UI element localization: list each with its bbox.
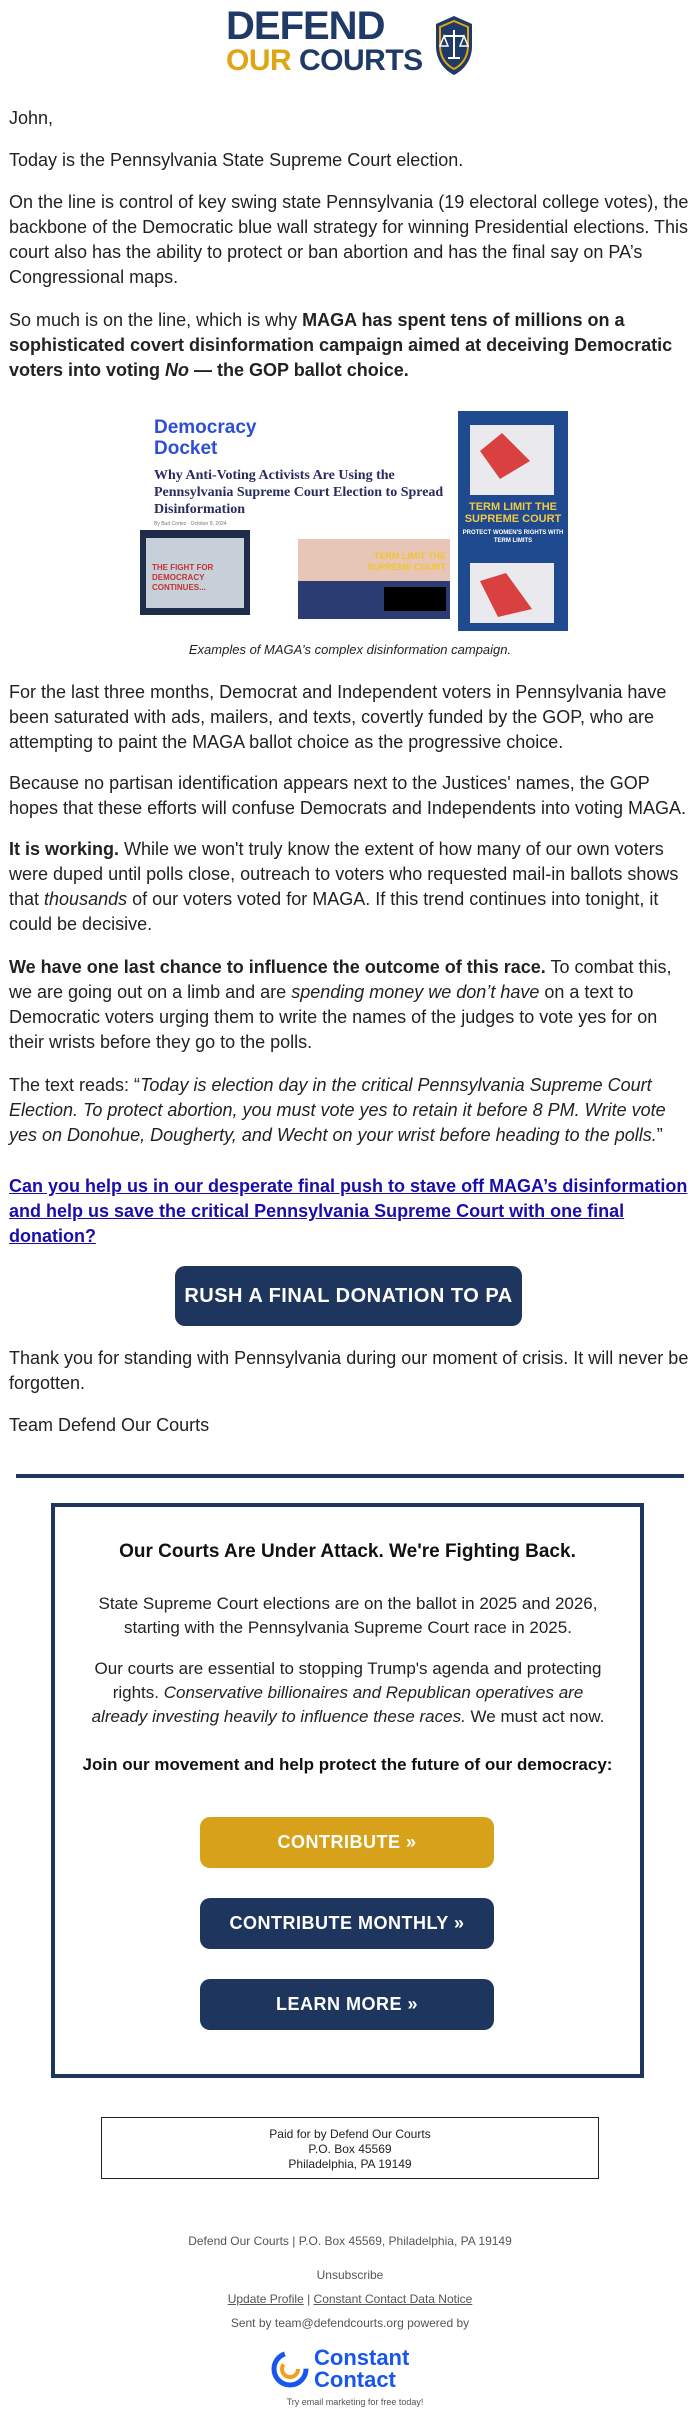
contribute-monthly-button[interactable]: CONTRIBUTE MONTHLY » — [200, 1898, 494, 1949]
donation-ask-link[interactable]: Can you help us in our desperate final push to stave off MAGA’s disinformation and help us save the critical Pennsylvania Supreme Court with one final donation? — [9, 1176, 688, 1246]
cc-line2: Contact — [314, 2367, 396, 2392]
box-title: Our Courts Are Under Attack. We're Fighting Back. — [119, 1541, 576, 1562]
box-p2-b: Conservative billionaires and Republican operatives are already investing heavily to influence these races. — [91, 1683, 584, 1726]
rush-donation-button[interactable]: RUSH A FINAL DONATION TO PA — [175, 1266, 522, 1326]
p7-a: We have one last chance to influence the outcome of this race. — [9, 957, 546, 977]
footer-separator: | — [307, 2292, 311, 2306]
hero-flyer-left: THE FIGHT FOR DEMOCRACY CONTINUES... — [152, 563, 214, 592]
hero-phone-title: TERM LIMIT THE SUPREME COURT — [464, 501, 562, 525]
data-notice-link[interactable]: Constant Contact Data Notice — [313, 2292, 473, 2306]
sent-by: Sent by team@defendcourts.org powered by — [230, 2316, 470, 2330]
unsubscribe-link[interactable]: Unsubscribe — [316, 2268, 384, 2282]
signoff: Team Defend Our Courts — [9, 1415, 210, 1435]
cc-tagline: Try email marketing for free today! — [286, 2397, 424, 2407]
paid-for-line2: P.O. Box 45569 — [308, 2142, 392, 2156]
box-p2-c: We must act now. — [465, 1707, 605, 1726]
box-paragraph-essential — [83, 1657, 613, 1729]
hero-byline: By Bud Cortez · October 8, 2024 — [154, 521, 227, 527]
box-join-movement: Join our movement and help protect the future of our democracy: — [82, 1755, 613, 1774]
hero-site-name: Democracy Docket — [154, 417, 257, 459]
p8-c: ” — [656, 1125, 663, 1145]
paragraph-intro: Today is the Pennsylvania State Supreme Court election. — [9, 150, 464, 170]
disinformation-collage-image[interactable] — [140, 411, 572, 631]
update-profile-link[interactable]: Update Profile — [227, 2292, 304, 2306]
paragraph-stakes: On the line is control of key swing state Pennsylvania (19 electoral college votes), the backbone of the Democratic blue wall strategy for winning Presidential elections. This court also has the ability to protect or ban abortion and has the final say on PA’s Congressional maps. — [9, 192, 689, 287]
p3-c: No — [165, 360, 190, 380]
logo-courts: COURTS — [299, 44, 423, 77]
paragraph-text-reads — [9, 1073, 689, 1148]
brand-logo[interactable] — [0, 6, 700, 78]
p6-b: While we won't truly know the extent of how many of our own voters were duped until polls close, outreach to voters who requested mail-in ballots shows that — [9, 839, 679, 909]
p3-b: MAGA has spent tens of millions on a sophisticated covert disinformation campaign aimed at deceiving Democratic voters into voting — [9, 310, 673, 380]
hero-headline: Why Anti-Voting Activists Are Using the Pennsylvania Supreme Court Election to Spread Disinformation — [154, 468, 444, 517]
scales-shield-icon — [432, 12, 476, 78]
p6-a: It is working. — [9, 839, 120, 859]
footer-links — [0, 2292, 700, 2306]
p8-a: The text reads: “ — [9, 1075, 141, 1095]
p3-a: So much is on the line, which is why — [9, 310, 303, 330]
logo-our: OUR — [226, 44, 292, 77]
hero-phone-sub: PROTECT WOMEN'S RIGHTS WITH TERM LIMITS — [462, 530, 564, 544]
fighting-back-box — [51, 1503, 644, 2078]
paragraph-last-chance — [9, 955, 689, 1055]
paid-for-line3: Philadelphia, PA 19149 — [288, 2157, 412, 2171]
box-paragraph-elections: State Supreme Court elections are on the ballot in 2025 and 2026, starting with the Pennsylvania Supreme Court race in 2025. — [98, 1594, 598, 1637]
cc-line1: Constant — [314, 2345, 410, 2370]
paid-for-disclaimer — [101, 2117, 599, 2179]
p7-b: To combat this, we are going out on a limb and are — [9, 957, 672, 1002]
paid-for-line1: Paid for by Defend Our Courts — [269, 2127, 431, 2141]
constant-contact-logo[interactable] — [270, 2345, 440, 2415]
image-caption: Examples of MAGA’s complex disinformation campaign. — [188, 642, 512, 657]
paragraph-saturated: For the last three months, Democrat and Independent voters in Pennsylvania have been saturated with ads, mailers, and texts, covertly funded by the GOP, who are attempting to paint the MAGA ballot choice as the progressive choice. — [9, 682, 667, 752]
logo-line1: DEFEND — [226, 4, 385, 48]
p6-d: of our voters voted for MAGA. If this trend continues into tonight, it could be decisive. — [9, 889, 659, 934]
box-p2-a: Our courts are essential to stopping Trump's agenda and protecting rights. — [94, 1659, 602, 1702]
learn-more-button[interactable]: LEARN MORE » — [200, 1979, 494, 2030]
p6-c: thousands — [44, 889, 128, 909]
p3-d: — the GOP ballot choice. — [189, 360, 409, 380]
logo-line2 — [226, 44, 430, 78]
section-divider — [16, 1474, 684, 1478]
logo-wordmark — [226, 6, 430, 78]
footer-address: Defend Our Courts | P.O. Box 45569, Philadelphia, PA 19149 — [188, 2234, 512, 2248]
p7-c: spending money we don’t have — [291, 982, 540, 1002]
cc-wordmark — [314, 2347, 409, 2391]
greeting: John, — [9, 108, 54, 128]
paragraph-maga-spending — [9, 308, 689, 383]
paragraph-it-is-working — [9, 837, 689, 937]
paragraph-no-partisan-id: Because no partisan identification appears next to the Justices' names, the GOP hopes that these efforts will confuse Democrats and Independents into voting MAGA. — [9, 773, 687, 818]
contribute-button[interactable]: CONTRIBUTE » — [200, 1817, 494, 1868]
hero-flyer-right: TERM LIMIT THE SUPREME COURT — [366, 551, 446, 572]
p8-b: Today is election day in the critical Pennsylvania Supreme Court Election. To protect abortion, you must vote yes to retain it before 8 PM. Write vote yes on Donohue, Dougherty, and Wecht on your wrist before heading to the polls. — [9, 1075, 666, 1145]
paragraph-thank-you: Thank you for standing with Pennsylvania during our moment of crisis. It will never be forgotten. — [9, 1348, 689, 1393]
constant-contact-icon — [270, 2347, 310, 2391]
p7-d: on a text to Democratic voters urging them to write the names of the judges to vote yes for on their wrists before they go to the polls. — [9, 982, 658, 1052]
